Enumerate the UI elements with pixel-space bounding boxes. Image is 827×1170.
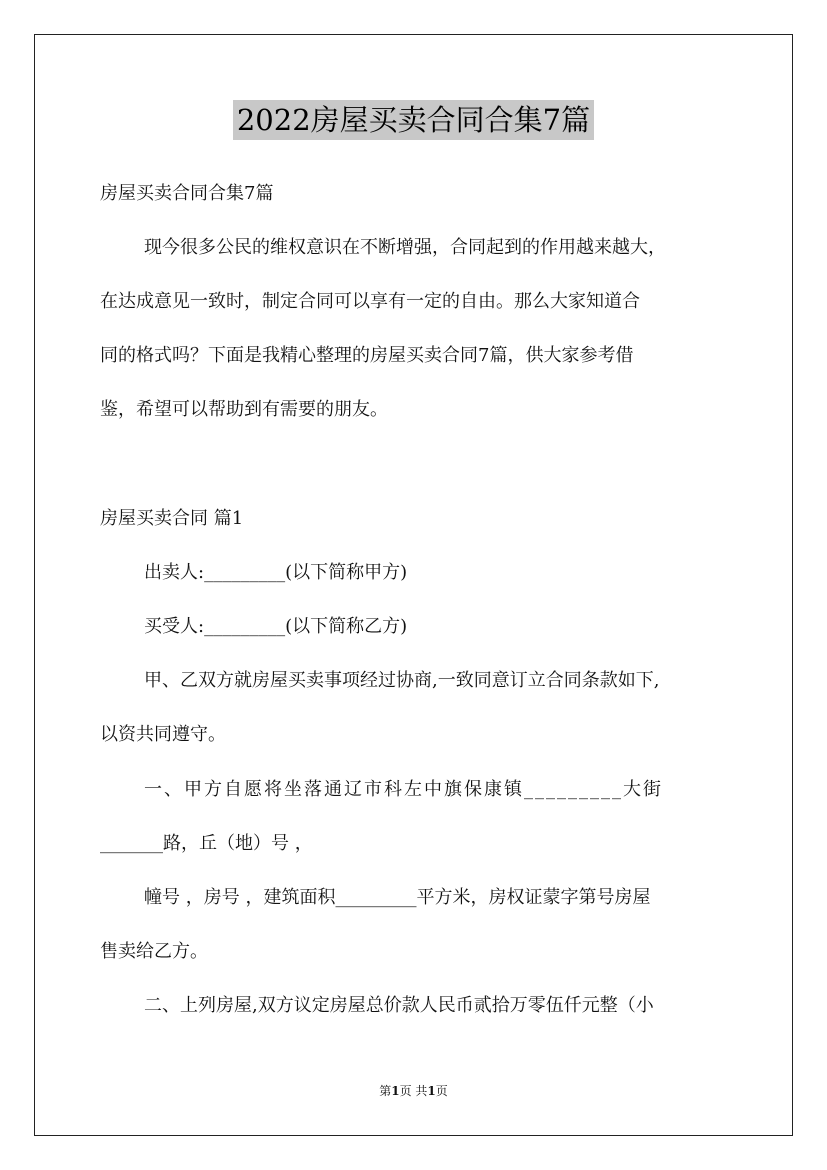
clause2-line-1: 二、上列房屋,双方议定房屋总价款人民币贰拾万零伍仟元整（小 xyxy=(144,995,654,1016)
footer-prefix: 第 xyxy=(379,1084,392,1098)
agreement-line-2: 以资共同遵守。 xyxy=(100,724,226,745)
clause1-line-2: _______路，丘（地）号 ， xyxy=(100,833,313,854)
intro-line-3: 同的格式吗？下面是我精心整理的房屋买卖合同7篇，供大家参考借 xyxy=(100,345,634,366)
document-subtitle: 房屋买卖合同合集7篇 xyxy=(100,183,274,204)
clause1-line-4: 售卖给乙方。 xyxy=(100,941,208,962)
agreement-line-1: 甲、乙双方就房屋买卖事项经过协商,一致同意订立合同条款如下, xyxy=(144,670,660,691)
intro-line-2: 在达成意见一致时，制定合同可以享有一定的自由。那么大家知道合 xyxy=(100,291,640,312)
section-heading: 房屋买卖合同 篇1 xyxy=(100,508,244,529)
seller-line: 出卖人:_________(以下简称甲方) xyxy=(144,562,408,583)
buyer-line: 买受人:_________(以下简称乙方) xyxy=(144,616,408,637)
footer-page-total: 1 xyxy=(427,1084,436,1098)
footer-suffix: 页 xyxy=(435,1084,448,1098)
footer-page-number: 1 xyxy=(391,1084,400,1098)
intro-line-1: 现今很多公民的维权意识在不断增强，合同起到的作用越来越大， xyxy=(144,237,666,258)
footer-mid: 页 共 xyxy=(399,1084,428,1098)
title-container xyxy=(0,100,827,140)
page-footer xyxy=(0,1083,827,1099)
document-title: 2022房屋买卖合同合集7篇 xyxy=(233,100,594,140)
clause1-line-1: 一、甲方自愿将坐落通辽市科左中旗保康镇_________大街 xyxy=(144,779,663,800)
clause1-line-3: 幢号 ，房号 ，建筑面积_________平方米，房权证蒙字第号房屋 xyxy=(144,887,651,908)
intro-line-4: 鉴，希望可以帮助到有需要的朋友。 xyxy=(100,399,388,420)
